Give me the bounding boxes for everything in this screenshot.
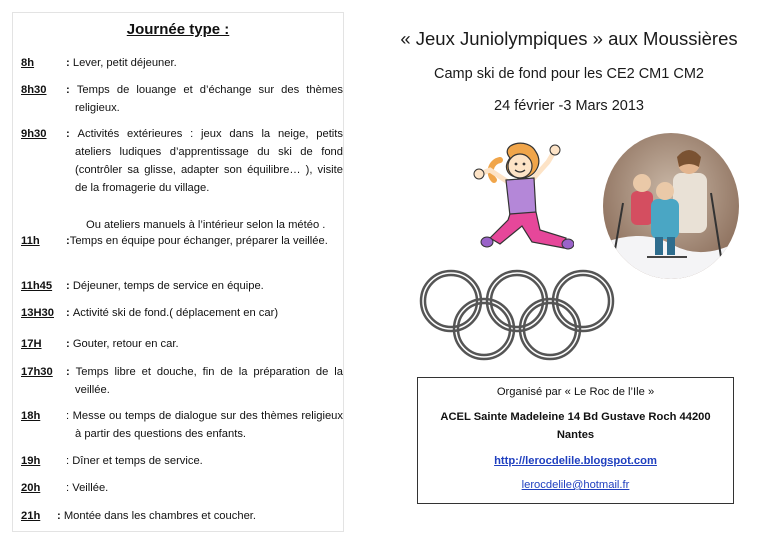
daily-schedule-panel	[12, 12, 344, 532]
entry-time: 8h	[21, 57, 35, 69]
jumping-kid-illustration	[470, 140, 574, 270]
entry-text: Messe ou temps de dialogue sur des thèmes religieux à partir des questions des enfants.	[72, 410, 343, 440]
schedule-entry: 20h : Veillée.	[21, 479, 343, 497]
camp-dates: 24 février -3 Mars 2013	[494, 98, 644, 114]
entry-time: 17h30	[21, 366, 53, 378]
entry-text: Temps libre et douche, fin de la préparation de la veillée.	[75, 366, 343, 396]
organizer-line: Organisé par « Le Roc de l’Ile »	[496, 386, 655, 398]
entry-time: 19h	[21, 455, 41, 467]
camp-title: « Jeux Juniolympiques » aux Moussières	[400, 28, 738, 49]
entry-text: Activité ski de fond.( déplacement en car)	[72, 307, 279, 319]
olympic-rings-illustration	[415, 265, 620, 365]
entry-text: Gouter, retour en car.	[72, 338, 179, 350]
entry-time: 21h	[21, 510, 41, 522]
schedule-entry: 17H : Gouter, retour en car.	[21, 335, 343, 353]
entry-time: 11h45	[21, 280, 53, 292]
schedule-entry: 19h : Dîner et temps de service.	[21, 452, 343, 470]
entry-text: Temps en équipe pour échanger, préparer la veillée.	[69, 235, 328, 247]
skiers-figurine-photo	[603, 133, 739, 279]
schedule-entry: 18h : Messe ou temps de dialogue sur des thèmes religieux à partir des questions des enfants.	[21, 407, 343, 443]
entry-text: Déjeuner, temps de service en équipe.	[72, 280, 264, 292]
entry-time: 11h	[21, 235, 40, 247]
entry-time: 8h30	[21, 84, 47, 96]
schedule-title: Journée type :	[126, 21, 230, 38]
schedule-entry: 21h : Montée dans les chambres et coucher.	[21, 507, 343, 525]
entry-time: 18h	[21, 410, 41, 422]
website-link[interactable]: http://lerocdelile.blogspot.com	[494, 455, 657, 467]
entry-text: Dîner et temps de service.	[72, 455, 203, 467]
entry-text: Temps de louange et d’échange sur des thèmes religieux.	[75, 84, 343, 114]
entry-time: 13H30	[21, 307, 54, 319]
schedule-entry: 8h : Lever, petit déjeuner.	[21, 54, 343, 72]
schedule-entry: 13H30 : Activité ski de fond.( déplacement en car)	[21, 304, 343, 322]
organizer-contact-box	[417, 377, 734, 504]
schedule-entry: 11h45 : Déjeuner, temps de service en équipe.	[21, 277, 343, 295]
camp-subtitle: Camp ski de fond pour les CE2 CM1 CM2	[434, 66, 704, 82]
entry-text: Activités extérieures : jeux dans la neige, petits ateliers ludiques d’apprentissage du ski de fond (contrôler sa glisse, adapter son équilibre… ), visite de la fromagerie du village.	[75, 128, 343, 194]
schedule-entry: 17h30 : Temps libre et douche, fin de la préparation de la veillée.	[21, 363, 343, 399]
schedule-entry: 9h30 : Activités extérieures : jeux dans la neige, petits ateliers ludiques d’apprentissage du ski de fond (contrôler sa glisse, adapter son équilibre… ), visite de la fromagerie du village.	[21, 125, 343, 197]
email-link[interactable]: lerocdelile@hotmail.fr	[521, 479, 630, 491]
organizer-address: ACEL Sainte Madeleine 14 Bd Gustave Roch 44200 Nantes	[440, 411, 711, 441]
entry-time: 20h	[21, 482, 41, 494]
entry-text: Montée dans les chambres et coucher.	[63, 510, 257, 522]
schedule-entry: 11h :Temps en équipe pour échanger, préparer la veillée.	[21, 232, 343, 250]
entry-time: 17H	[21, 338, 42, 350]
indoor-alternative-note: Ou ateliers manuels à l’intérieur selon la météo .	[86, 219, 326, 231]
entry-text: Veillée.	[72, 482, 109, 494]
entry-text: Lever, petit déjeuner.	[72, 57, 177, 69]
schedule-entry: 8h30 : Temps de louange et d’échange sur des thèmes religieux.	[21, 81, 343, 117]
entry-time: 9h30	[21, 128, 47, 140]
